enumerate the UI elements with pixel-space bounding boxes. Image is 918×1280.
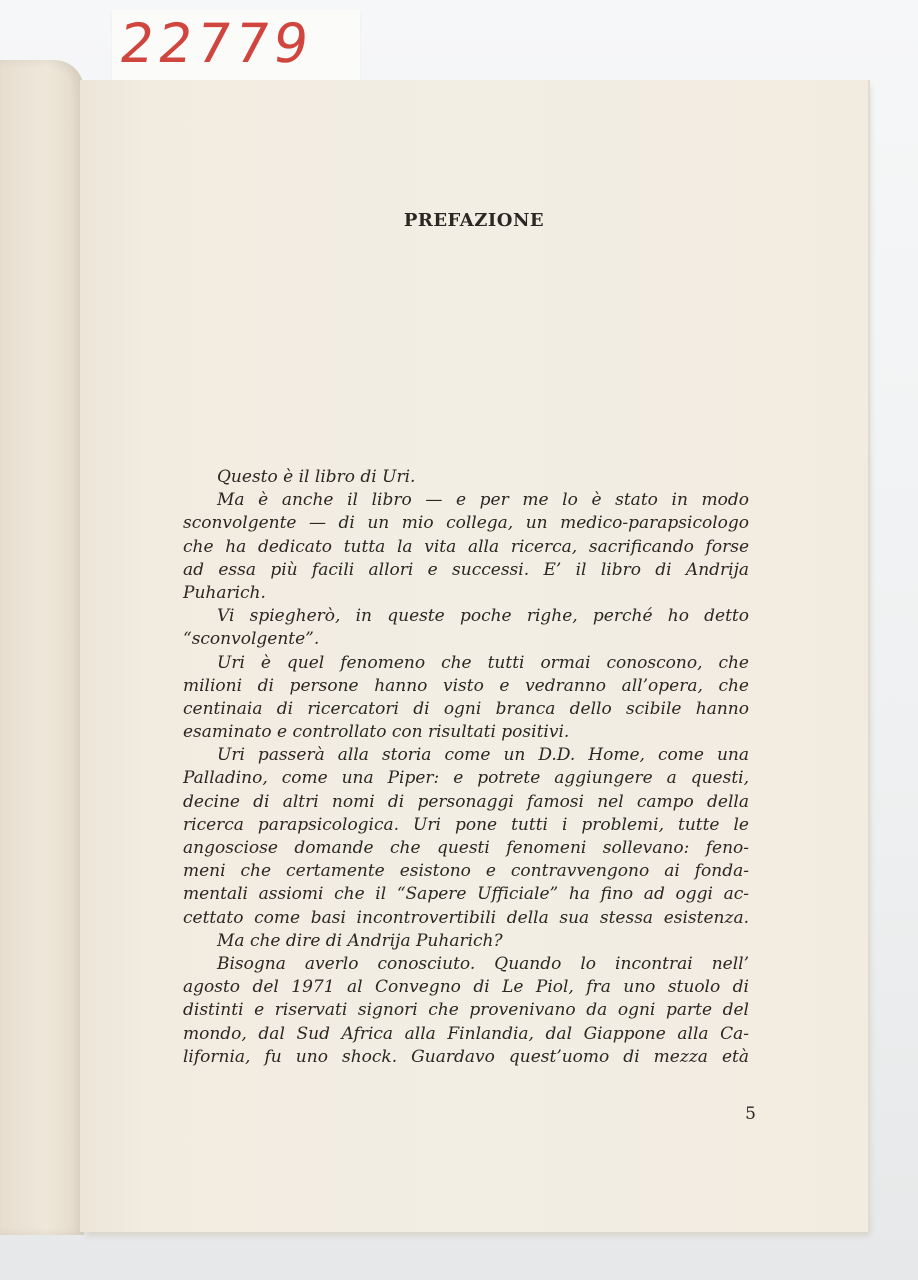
text-line: Uri è quel fenomeno che tutti ormai conoscono, che xyxy=(217,652,749,673)
text-line: agosto del 1971 al Convegno di Le Piol, fra uno stuolo di xyxy=(183,977,749,998)
text-line: Puharich. xyxy=(183,582,266,603)
text-line: milioni di persone hanno visto e vedranno all’opera, che xyxy=(183,675,749,696)
text-line: meni che certamente esistono e contravvengono ai fonda- xyxy=(183,861,749,882)
text-line: Ma è anche il libro — e per me lo è stato in modo xyxy=(217,490,749,511)
book-page xyxy=(80,80,870,1232)
text-line: cettato come basi incontrovertibili della sua stessa esistenza. xyxy=(183,907,749,928)
text-line: ricerca parapsicologica. Uri pone tutti i problemi, tutte le xyxy=(183,814,749,835)
text-line: Questo è il libro di Uri. xyxy=(217,467,416,487)
text-line: Ma che dire di Andrija Puharich? xyxy=(217,930,503,951)
text-line: distinti e riservati signori che provenivano da ogni parte del xyxy=(183,1000,749,1021)
text-line: “sconvolgente”. xyxy=(183,629,320,650)
text-line: centinaia di ricercatori di ogni branca dello scibile hanno xyxy=(183,698,749,719)
inventory-label xyxy=(112,10,360,88)
text-line: decine di altri nomi di personaggi famosi nel campo della xyxy=(183,791,749,812)
text-line: Bisogna averlo conosciuto. Quando lo incontrai nell’ xyxy=(217,953,749,974)
text-line: che ha dedicato tutta la vita alla ricerca, sacrificando forse xyxy=(183,536,749,557)
text-line: mondo, dal Sud Africa alla Finlandia, dal Giappone alla Ca- xyxy=(183,1023,749,1044)
page-number: 5 xyxy=(745,1104,756,1124)
text-line: Uri passerà alla storia come un D.D. Home, come una xyxy=(217,745,749,766)
previous-page-edge xyxy=(0,60,84,1235)
text-line: esaminato e controllato con risultati positivi. xyxy=(183,722,570,743)
text-line: sconvolgente — di un mio collega, un medico-parapsicologo xyxy=(183,513,749,534)
inventory-number: 22779 xyxy=(115,12,317,75)
text-line: lifornia, fu uno shock. Guardavo quest’uomo di mezza età xyxy=(183,1046,749,1067)
text-line: Palladino, come una Piper: e potrete aggiungere a questi, xyxy=(183,768,749,789)
text-line: Vi spiegherò, in queste poche righe, perché ho detto xyxy=(217,606,749,627)
text-line: mentali assiomi che il “Sapere Ufficiale” ha fino ad oggi ac- xyxy=(183,884,749,905)
text-line: ad essa più facili allori e successi. E’ il libro di Andrija xyxy=(183,559,749,580)
text-line: angosciose domande che questi fenomeni sollevano: feno- xyxy=(183,838,749,858)
body-text xyxy=(183,466,749,1069)
page-title: PREFAZIONE xyxy=(403,210,545,231)
